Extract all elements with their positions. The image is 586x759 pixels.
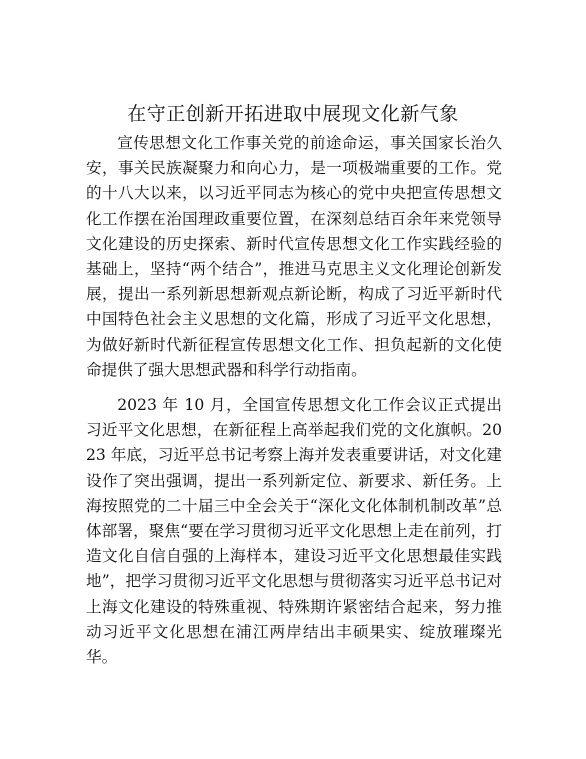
document-title: 在守正创新开拓进取中展现文化新气象 [127, 103, 459, 125]
paragraph-2: 2023 年 10 月，全国宣传思想文化工作会议正式提出习近平文化思想，在新征程上高举起我们党的文化旗帜。2023 年底，习近平总书记考察上海并发表重要讲话，对文化建设作了突出强调，提出一系列新定位、新要求、新任务。上海按照党的二十届三中全会关于“深化文化体制机制改革”总体部署，聚焦“要在学习贯彻习近平文化思想上走在前列，打造文化自信自强的上海样本，建设习近平文化思想最佳实践地”，把学习贯彻习近平文化思想与贯彻落实习近平总书记对上海文化建设的特殊重视、特殊期许紧密结合起来，努力推动习近平文化思想在浦江两岸结出丰硕果实、绽放璀璨光华。 [86, 396, 502, 667]
document-body [86, 131, 502, 670]
paragraph-1: 宣传思想文化工作事关党的前途命运，事关国家长治久安，事关民族凝聚力和向心力，是一项极端重要的工作。党的十八大以来，以习近平同志为核心的党中央把宣传思想文化工作摆在治国理政重要位置，在深刻总结百余年来党领导文化建设的历史探索、新时代宣传思想文化工作实践经验的基础上，坚持“两个结合”，推进马克思主义文化理论创新发展，提出一系列新思想新观点新论断，构成了习近平新时代中国特色社会主义思想的文化篇，形成了习近平文化思想，为做好新时代新征程宣传思想文化工作、担负起新的文化使命提供了强大思想武器和科学行动指南。 [86, 134, 502, 379]
